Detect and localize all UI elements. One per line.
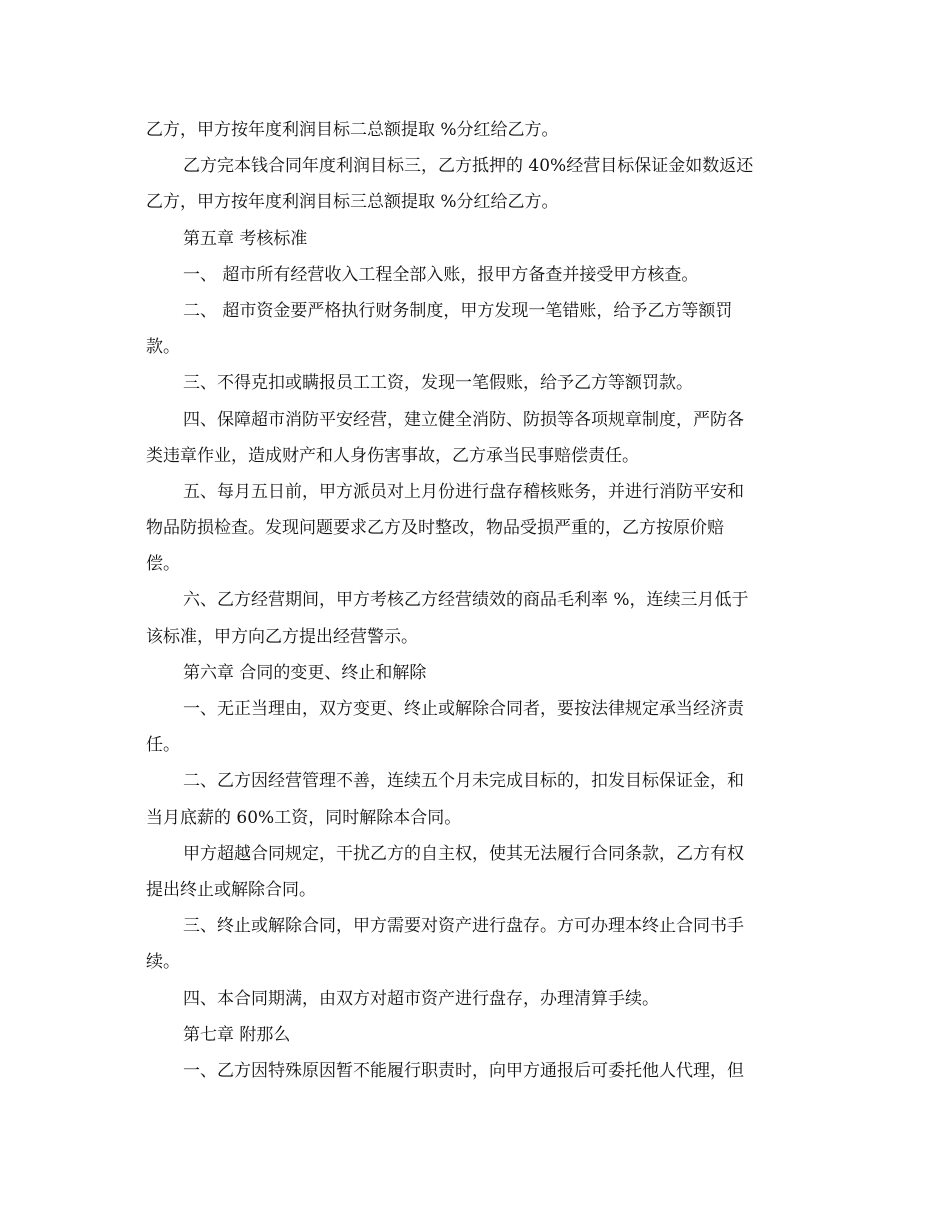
text-line: 四、保障超市消防平安经营，建立健全消防、防损等各项规章制度，严防各	[183, 409, 744, 430]
text-line: 一、 超市所有经营收入工程全部入账，报甲方备查并接受甲方核查。	[183, 264, 699, 285]
text-line: 提出终止或解除合同。	[146, 879, 316, 900]
text-line: 五、每月五日前，甲方派员对上月份进行盘存稽核账务，并进行消防平安和	[183, 481, 744, 502]
text-line: 第五章 考核标准	[183, 228, 308, 249]
text-line: 乙方，甲方按年度利润目标三总额提取 %分红给乙方。	[146, 192, 559, 213]
text-line: 当月底薪的 60%工资，同时解除本合同。	[146, 807, 462, 828]
text-line: 三、终止或解除合同，甲方需要对资产进行盘存。方可办理本终止合同书手	[183, 916, 744, 937]
text-line: 款。	[146, 337, 180, 358]
document-body	[146, 112, 801, 1089]
text-line: 物品防损检查。发现问题要求乙方及时整改，物品受损严重的，乙方按原价赔	[146, 518, 724, 539]
text-line: 乙方，甲方按年度利润目标二总额提取 %分红给乙方。	[146, 120, 559, 140]
text-line: 第七章 附那么	[183, 1024, 291, 1045]
text-line: 一、乙方因特殊原因暂不能履行职责时，向甲方通报后可委托他人代理，但	[183, 1060, 744, 1081]
text-line: 一、无正当理由，双方变更、终止或解除合同者，要按法律规定承当经济责	[183, 699, 744, 719]
text-line: 三、不得克扣或瞒报员工工资，发现一笔假账，给予乙方等额罚款。	[183, 373, 693, 394]
text-line: 任。	[146, 735, 180, 756]
text-line: 四、本合同期满，由双方对超市资产进行盘存，办理清算手续。	[183, 988, 659, 1009]
text-line: 乙方完本钱合同年度利润目标三，乙方抵押的 40%经营目标保证金如数返还	[183, 156, 754, 177]
text-line: 类违章作业，造成财产和人身伤害事故，乙方承当民事赔偿责任。	[146, 445, 639, 466]
text-line: 二、 超市资金要严格执行财务制度，甲方发现一笔错账，给予乙方等额罚	[183, 300, 733, 321]
text-line: 二、乙方因经营管理不善，连续五个月未完成目标的，扣发目标保证金，和	[183, 771, 744, 792]
text-line: 甲方超越合同规定，干扰乙方的自主权，使其无法履行合同条款，乙方有权	[183, 843, 744, 864]
text-line: 偿。	[146, 554, 180, 575]
text-line: 六、乙方经营期间，甲方考核乙方经营绩效的商品毛利率 %，连续三月低于	[183, 590, 749, 611]
text-line: 第六章 合同的变更、终止和解除	[183, 662, 427, 683]
text-line: 续。	[146, 952, 180, 973]
text-line: 该标准，甲方向乙方提出经营警示。	[146, 626, 418, 647]
